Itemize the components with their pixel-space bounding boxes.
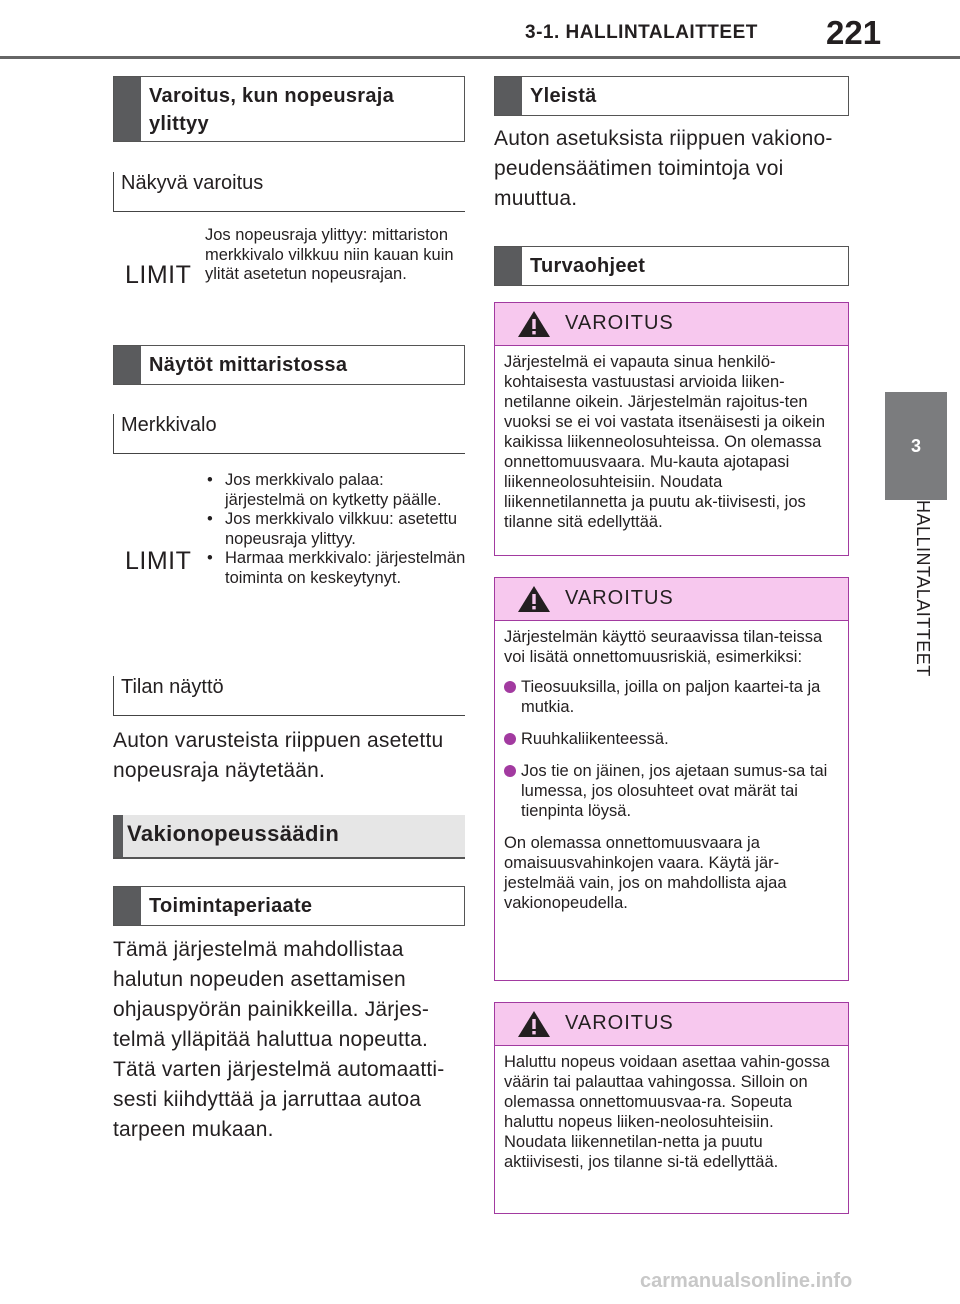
- list-item: • Jos merkkivalo vilkkuu: asetettu nopeusraja ylittyy.: [205, 510, 467, 549]
- text-line: Auton varusteista riippuen asetettu: [113, 729, 444, 752]
- principle-paragraph: [113, 935, 473, 1145]
- list-item: [504, 677, 838, 717]
- subheading-indicator: Merkkivalo: [113, 414, 465, 454]
- heading-operating-principle: [113, 886, 465, 926]
- text-line: peudensäätimen toimintoja voi: [494, 157, 784, 180]
- heading-bar: [113, 815, 123, 857]
- heading-cruise-control: [113, 815, 465, 859]
- warning-outro: On olemassa onnettomuusvaara ja omaisuusvahinkojen vaara. Käytä jär-jestelmää vain, jos on mahdollista ajaa vakionopeudella.: [504, 834, 787, 912]
- warning-triangle-icon: [517, 1010, 551, 1038]
- warning-triangle-icon: [517, 310, 551, 338]
- text-line: nopeusraja näytetään.: [113, 759, 326, 782]
- heading-speed-limit-warning: [113, 76, 465, 142]
- running-header: 3-1. HALLINTALAITTEET: [525, 22, 758, 43]
- list-item-text: Jos tie on jäinen, jos ajetaan sumus-sa tai lumessa, jos olosuhteet ovat märät tai tienpinta löysä.: [521, 762, 828, 820]
- text-line: sesti kiihdyttää ja jarruttaa autoa: [113, 1088, 422, 1111]
- text-line: muuttua.: [494, 187, 578, 210]
- text-line: Tämä järjestelmä mahdollistaa: [113, 938, 404, 961]
- subheading-visible-warning: Näkyvä varoitus: [113, 172, 465, 212]
- header-rule: [0, 56, 960, 59]
- warning-body: [495, 621, 848, 921]
- warning-text: Haluttu nopeus voidaan asettaa vahin-gossa väärin tai palauttaa vahingossa. Silloin on olemassa onnettomuusvaa-ra. Sopeuta haluttu nopeus liiken-neolosuhteisiin. Noudata liikennetilan-netta ja puutu aktiivisesti, jos tilanne si-tä edellyttää.: [504, 1053, 830, 1171]
- limit-indicator: LIMIT: [125, 547, 192, 575]
- heading-cluster-displays: [113, 345, 465, 385]
- warning-title: VAROITUS: [565, 1012, 674, 1034]
- warning-box: [494, 1002, 849, 1214]
- limit-description: Jos nopeusraja ylittyy: mittariston merkkivalo vilkkuu niin kauan kuin ylität asetetun nopeusrajan.: [205, 226, 454, 283]
- heading-title: Turvaohjeet: [530, 255, 646, 277]
- warning-body: [495, 346, 848, 540]
- subheading-status-display: Tilan näyttö: [113, 676, 465, 716]
- heading-bar: [114, 887, 141, 925]
- warning-header: [495, 303, 848, 346]
- chapter-tab-label: HALLINTALAITTEET: [913, 500, 933, 677]
- list-item: [504, 761, 838, 821]
- heading-safety: [494, 246, 849, 286]
- general-paragraph: [494, 124, 864, 214]
- warning-header: [495, 1003, 848, 1046]
- list-item-text: Tieosuuksilla, joilla on paljon kaartei-ta ja mutkia.: [521, 678, 821, 716]
- status-paragraph: [113, 726, 473, 786]
- heading-title: Varoitus, kun nopeusraja ylittyy: [149, 85, 395, 135]
- heading-bar: [495, 77, 522, 115]
- text-line: telmä ylläpitää haluttua nopeutta.: [113, 1028, 429, 1051]
- heading-title: Yleistä: [530, 85, 597, 107]
- list-item: • Harmaa merkkivalo: järjestelmän toiminta on keskeytynyt.: [205, 549, 467, 588]
- text-line: ohjauspyörän painikkeilla. Järjes-: [113, 998, 430, 1021]
- warning-box: [494, 577, 849, 981]
- heading-title: Vakionopeussäädin: [127, 821, 340, 846]
- heading-bar: [114, 77, 141, 141]
- bullet-dot-icon: [504, 733, 516, 745]
- text-line: tarpeen mukaan.: [113, 1118, 274, 1141]
- limit-indicator: LIMIT: [125, 261, 192, 289]
- warning-text: Järjestelmä ei vapauta sinua henkilö-kohtaisesta vastuustasi arvioida liiken-netilanne oikein. Järjestelmän rajoitus-ten vuoksi se ei voi vastata itsenäisesti ja oikein kaikissa liikenneolosuhteissa. On olemassa onnettomuusvaara. Mu-kauta ajotapasi liikenneolosuhteisiin. Noudata liikennetilannetta ja puutu ak-tiivisesti, jos tilanne sitä edellyttää.: [504, 353, 825, 531]
- warning-intro: Järjestelmän käyttö seuraavissa tilan-teissa voi lisätä onnettomuusriskiä, esimerkiksi:: [504, 628, 823, 666]
- text-line: Auton asetuksista riippuen vakiono-: [494, 127, 833, 150]
- warning-title: VAROITUS: [565, 587, 674, 609]
- list-item: [504, 729, 838, 749]
- list-item: • Jos merkkivalo palaa: järjestelmä on kytketty päälle.: [205, 471, 467, 510]
- heading-title: Toimintaperiaate: [149, 895, 313, 917]
- warning-title: VAROITUS: [565, 312, 674, 334]
- watermark: carmanualsonline.info: [640, 1270, 853, 1292]
- page-number: 221: [826, 14, 882, 51]
- text-line: halutun nopeuden asettamisen: [113, 968, 406, 991]
- bullet-dot-icon: [504, 765, 516, 777]
- bullet-dot-icon: [504, 681, 516, 693]
- list-item-text: Ruuhkaliikenteessä.: [521, 730, 669, 748]
- warning-header: [495, 578, 848, 621]
- heading-bar: [495, 247, 522, 285]
- heading-bar: [114, 346, 141, 384]
- warning-triangle-icon: [517, 585, 551, 613]
- indicator-states: [205, 471, 467, 588]
- warning-body: [495, 1046, 848, 1180]
- heading-general: [494, 76, 849, 116]
- chapter-tab: 3: [885, 392, 947, 500]
- risk-list: [504, 677, 838, 821]
- heading-title: Näytöt mittaristossa: [149, 354, 348, 376]
- warning-box: [494, 302, 849, 556]
- text-line: Tätä varten järjestelmä automaatti-: [113, 1058, 445, 1081]
